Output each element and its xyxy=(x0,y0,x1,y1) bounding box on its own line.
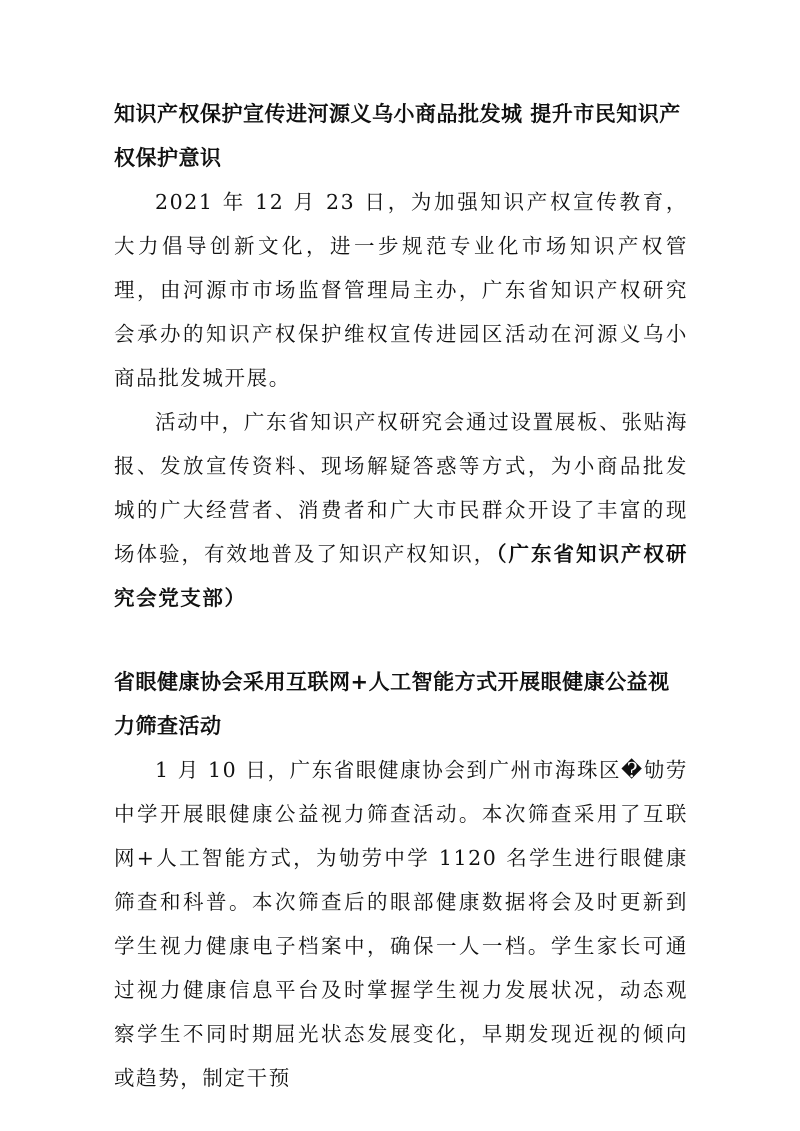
document-page xyxy=(114,92,688,1100)
article-paragraph-text: 活动中，广东省知识产权研究会通过设置展板、张贴海报、发放宣传资料、现场解疑答惑等方式，为小商品批发城的广大经营者、消费者和广大市民群众开设了丰富的现场体验，有效地普及了知识产权知识， xyxy=(114,410,688,566)
article-paragraph xyxy=(114,400,688,620)
article-paragraph: 1 月 10 日，广东省眼健康协会到广州市海珠区�劬劳中学开展眼健康公益视力筛查活动。本次筛查采用了互联网+人工智能方式，为劬劳中学 1120 名学生进行眼健康筛查和科普。本次筛查后的眼部健康数据将会及时更新到学生视力健康电子档案中，确保一人一档。学生家长可通过视力健康信息平台及时掌握学生视力发展状况，动态观察学生不同时期屈光状态发展变化，早期发现近视的倾向或趋势，制定干预 xyxy=(114,758,688,1090)
article-separator xyxy=(114,620,688,660)
article-source: （广东省知识产权研究会党支部） xyxy=(114,542,689,610)
article-eye-health xyxy=(114,660,688,1100)
article-title: 省眼健康协会采用互联网+人工智能方式开展眼健康公益视力筛查活动 xyxy=(114,670,670,738)
article-ip-protection xyxy=(114,92,688,620)
article-paragraph: 2021 年 12 月 23 日，为加强知识产权宣传教育，大力倡导创新文化，进一步规范专业化市场知识产权管理，由河源市市场监督管理局主办，广东省知识产权研究会承办的知识产权保护维权宣传进园区活动在河源义乌小商品批发城开展。 xyxy=(114,190,688,390)
article-title: 知识产权保护宣传进河源义乌小商品批发城 提升市民知识产权保护意识 xyxy=(114,102,681,170)
